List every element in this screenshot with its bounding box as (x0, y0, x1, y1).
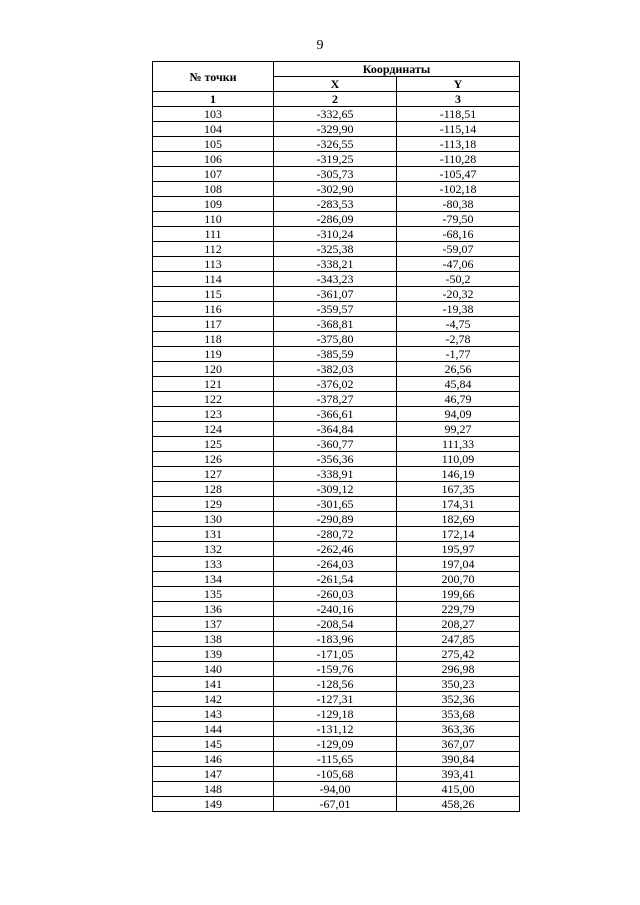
y-coordinate-cell: 46,79 (397, 392, 520, 407)
x-coordinate-cell: -360,77 (274, 437, 397, 452)
y-coordinate-cell: 458,26 (397, 797, 520, 812)
table-row (153, 272, 520, 287)
table-row (153, 467, 520, 482)
table-row (153, 197, 520, 212)
point-number-cell: 145 (153, 737, 274, 752)
y-coordinate-cell: 229,79 (397, 602, 520, 617)
x-coordinate-cell: -131,12 (274, 722, 397, 737)
table-row (153, 302, 520, 317)
point-number-cell: 134 (153, 572, 274, 587)
point-number-cell: 107 (153, 167, 274, 182)
point-number-cell: 120 (153, 362, 274, 377)
table-row (153, 722, 520, 737)
point-number-cell: 122 (153, 392, 274, 407)
y-coordinate-cell: 94,09 (397, 407, 520, 422)
y-coordinate-cell: 363,36 (397, 722, 520, 737)
x-coordinate-cell: -343,23 (274, 272, 397, 287)
table-row (153, 482, 520, 497)
table-row (153, 437, 520, 452)
point-number-cell: 113 (153, 257, 274, 272)
y-coordinate-cell: -68,16 (397, 227, 520, 242)
y-coordinate-cell: -4,75 (397, 317, 520, 332)
x-coordinate-cell: -128,56 (274, 677, 397, 692)
x-coordinate-cell: -260,03 (274, 587, 397, 602)
point-number-cell: 133 (153, 557, 274, 572)
x-coordinate-cell: -368,81 (274, 317, 397, 332)
point-number-cell: 106 (153, 152, 274, 167)
point-number-cell: 123 (153, 407, 274, 422)
table-row (153, 107, 520, 122)
point-number-cell: 118 (153, 332, 274, 347)
y-coordinate-cell: 182,69 (397, 512, 520, 527)
y-coordinate-cell: 200,70 (397, 572, 520, 587)
table-row (153, 572, 520, 587)
x-coordinate-cell: -382,03 (274, 362, 397, 377)
y-coordinate-cell: 415,00 (397, 782, 520, 797)
x-coordinate-cell: -159,76 (274, 662, 397, 677)
x-coordinate-cell: -264,03 (274, 557, 397, 572)
point-number-header: № точки (153, 62, 274, 92)
x-coordinate-cell: -127,31 (274, 692, 397, 707)
x-coordinate-cell: -338,91 (274, 467, 397, 482)
point-number-cell: 140 (153, 662, 274, 677)
point-number-cell: 139 (153, 647, 274, 662)
point-number-cell: 114 (153, 272, 274, 287)
y-coordinate-cell: 208,27 (397, 617, 520, 632)
point-number-cell: 105 (153, 137, 274, 152)
table-body (153, 107, 520, 812)
point-number-cell: 135 (153, 587, 274, 602)
x-coordinate-cell: -129,18 (274, 707, 397, 722)
y-coordinate-cell: 197,04 (397, 557, 520, 572)
point-number-cell: 143 (153, 707, 274, 722)
point-number-cell: 142 (153, 692, 274, 707)
point-number-cell: 141 (153, 677, 274, 692)
x-coordinate-cell: -208,54 (274, 617, 397, 632)
point-number-cell: 127 (153, 467, 274, 482)
point-number-cell: 148 (153, 782, 274, 797)
point-number-cell: 130 (153, 512, 274, 527)
table-row (153, 317, 520, 332)
y-coordinate-cell: 352,36 (397, 692, 520, 707)
x-coordinate-cell: -309,12 (274, 482, 397, 497)
table-row (153, 527, 520, 542)
y-coordinate-cell: 45,84 (397, 377, 520, 392)
point-number-cell: 137 (153, 617, 274, 632)
x-coordinate-cell: -183,96 (274, 632, 397, 647)
x-coordinate-cell: -302,90 (274, 182, 397, 197)
y-coordinate-cell: -113,18 (397, 137, 520, 152)
y-coordinate-cell: -50,2 (397, 272, 520, 287)
y-coordinate-cell: 275,42 (397, 647, 520, 662)
point-number-cell: 147 (153, 767, 274, 782)
x-coordinate-cell: -378,27 (274, 392, 397, 407)
column-number: 2 (274, 92, 397, 107)
y-coordinate-cell: 146,19 (397, 467, 520, 482)
x-coordinate-cell: -261,54 (274, 572, 397, 587)
table-row (153, 497, 520, 512)
table-row (153, 347, 520, 362)
table-row (153, 452, 520, 467)
y-coordinate-cell: -80,38 (397, 197, 520, 212)
x-coordinate-cell: -171,05 (274, 647, 397, 662)
y-coordinate-cell: 393,41 (397, 767, 520, 782)
y-coordinate-cell: 167,35 (397, 482, 520, 497)
table-row (153, 602, 520, 617)
point-number-cell: 124 (153, 422, 274, 437)
table-row (153, 377, 520, 392)
point-number-cell: 117 (153, 317, 274, 332)
table-row (153, 797, 520, 812)
x-coordinate-cell: -67,01 (274, 797, 397, 812)
point-number-cell: 149 (153, 797, 274, 812)
table-row (153, 587, 520, 602)
table-row (153, 227, 520, 242)
x-coordinate-cell: -115,65 (274, 752, 397, 767)
y-coordinate-cell: 199,66 (397, 587, 520, 602)
table-row (153, 767, 520, 782)
x-coordinate-cell: -129,09 (274, 737, 397, 752)
table-row (153, 212, 520, 227)
table-row (153, 662, 520, 677)
x-coordinate-cell: -325,38 (274, 242, 397, 257)
x-coordinate-cell: -319,25 (274, 152, 397, 167)
y-header: Y (397, 77, 520, 92)
y-coordinate-cell: 195,97 (397, 542, 520, 557)
table-row (153, 542, 520, 557)
y-coordinate-cell: -1,77 (397, 347, 520, 362)
column-number: 3 (397, 92, 520, 107)
point-number-cell: 138 (153, 632, 274, 647)
y-coordinate-cell: 350,23 (397, 677, 520, 692)
y-coordinate-cell: -47,06 (397, 257, 520, 272)
table-row (153, 257, 520, 272)
y-coordinate-cell: -102,18 (397, 182, 520, 197)
x-coordinate-cell: -338,21 (274, 257, 397, 272)
table-row (153, 632, 520, 647)
x-coordinate-cell: -375,80 (274, 332, 397, 347)
y-coordinate-cell: 26,56 (397, 362, 520, 377)
x-coordinate-cell: -332,65 (274, 107, 397, 122)
y-coordinate-cell: -79,50 (397, 212, 520, 227)
point-number-cell: 136 (153, 602, 274, 617)
y-coordinate-cell: 247,85 (397, 632, 520, 647)
table-row (153, 152, 520, 167)
x-coordinate-cell: -385,59 (274, 347, 397, 362)
table-row (153, 782, 520, 797)
y-coordinate-cell: 367,07 (397, 737, 520, 752)
point-number-cell: 103 (153, 107, 274, 122)
y-coordinate-cell: -105,47 (397, 167, 520, 182)
table-row (153, 707, 520, 722)
y-coordinate-cell: 99,27 (397, 422, 520, 437)
column-number: 1 (153, 92, 274, 107)
table-row (153, 362, 520, 377)
table-row (153, 167, 520, 182)
x-coordinate-cell: -329,90 (274, 122, 397, 137)
coordinates-header: Координаты (274, 62, 520, 77)
point-number-cell: 125 (153, 437, 274, 452)
point-number-cell: 104 (153, 122, 274, 137)
x-coordinate-cell: -240,16 (274, 602, 397, 617)
table-row (153, 392, 520, 407)
table-row (153, 647, 520, 662)
table-row (153, 407, 520, 422)
y-coordinate-cell: -118,51 (397, 107, 520, 122)
table-row (153, 692, 520, 707)
table-row (153, 752, 520, 767)
x-coordinate-cell: -280,72 (274, 527, 397, 542)
table-row (153, 422, 520, 437)
y-coordinate-cell: 110,09 (397, 452, 520, 467)
y-coordinate-cell: 172,14 (397, 527, 520, 542)
x-coordinate-cell: -376,02 (274, 377, 397, 392)
x-coordinate-cell: -356,36 (274, 452, 397, 467)
x-coordinate-cell: -310,24 (274, 227, 397, 242)
point-number-cell: 132 (153, 542, 274, 557)
x-coordinate-cell: -359,57 (274, 302, 397, 317)
table-row (153, 332, 520, 347)
y-coordinate-cell: -19,38 (397, 302, 520, 317)
y-coordinate-cell: -2,78 (397, 332, 520, 347)
y-coordinate-cell: 174,31 (397, 497, 520, 512)
y-coordinate-cell: -115,14 (397, 122, 520, 137)
x-coordinate-cell: -290,89 (274, 512, 397, 527)
table-row (153, 287, 520, 302)
y-coordinate-cell: 390,84 (397, 752, 520, 767)
x-coordinate-cell: -364,84 (274, 422, 397, 437)
coordinates-table (152, 61, 520, 812)
point-number-cell: 119 (153, 347, 274, 362)
point-number-cell: 115 (153, 287, 274, 302)
table-row (153, 182, 520, 197)
point-number-cell: 109 (153, 197, 274, 212)
y-coordinate-cell: 111,33 (397, 437, 520, 452)
page-number: 9 (316, 38, 324, 53)
table-row (153, 122, 520, 137)
point-number-cell: 116 (153, 302, 274, 317)
point-number-cell: 128 (153, 482, 274, 497)
point-number-cell: 110 (153, 212, 274, 227)
x-coordinate-cell: -366,61 (274, 407, 397, 422)
point-number-cell: 126 (153, 452, 274, 467)
table-row (153, 512, 520, 527)
table-row (153, 242, 520, 257)
y-coordinate-cell: -59,07 (397, 242, 520, 257)
x-coordinate-cell: -361,07 (274, 287, 397, 302)
point-number-cell: 112 (153, 242, 274, 257)
y-coordinate-cell: -110,28 (397, 152, 520, 167)
point-number-cell: 131 (153, 527, 274, 542)
point-number-cell: 121 (153, 377, 274, 392)
point-number-cell: 144 (153, 722, 274, 737)
x-coordinate-cell: -326,55 (274, 137, 397, 152)
point-number-cell: 108 (153, 182, 274, 197)
table-row (153, 737, 520, 752)
table-row (153, 677, 520, 692)
table-row (153, 137, 520, 152)
table-row (153, 557, 520, 572)
x-coordinate-cell: -286,09 (274, 212, 397, 227)
x-coordinate-cell: -305,73 (274, 167, 397, 182)
x-header: X (274, 77, 397, 92)
y-coordinate-cell: -20,32 (397, 287, 520, 302)
x-coordinate-cell: -283,53 (274, 197, 397, 212)
x-coordinate-cell: -94,00 (274, 782, 397, 797)
y-coordinate-cell: 353,68 (397, 707, 520, 722)
x-coordinate-cell: -105,68 (274, 767, 397, 782)
table-row (153, 617, 520, 632)
x-coordinate-cell: -301,65 (274, 497, 397, 512)
point-number-cell: 146 (153, 752, 274, 767)
point-number-cell: 111 (153, 227, 274, 242)
x-coordinate-cell: -262,46 (274, 542, 397, 557)
y-coordinate-cell: 296,98 (397, 662, 520, 677)
point-number-cell: 129 (153, 497, 274, 512)
